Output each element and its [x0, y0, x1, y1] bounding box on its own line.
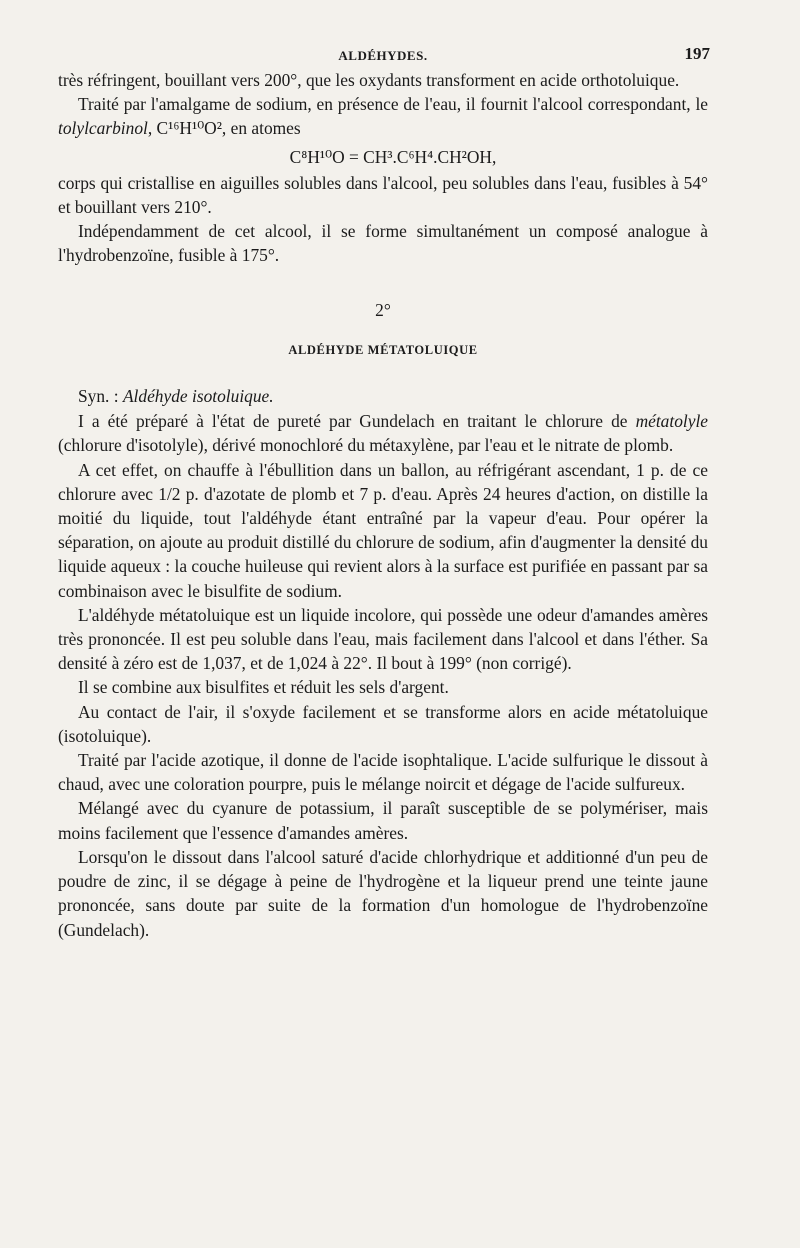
paragraph: Au contact de l'air, il s'oxyde facilement et se transforme alors en acide métatoluique (isotoluique).	[58, 701, 708, 746]
italic-term: métatolyle	[635, 411, 708, 432]
text-run: Traité par l'amalgame de sodium, en présence de l'eau, il fournit l'alcool correspondant, le	[78, 94, 708, 115]
paragraph: L'aldéhyde métatoluique est un liquide incolore, qui possède une odeur d'amandes amères très prononcée. Il est peu soluble dans l'eau, mais facilement dans l'alcool et dans l'éther. Sa densité à zéro est de 1,037, et de 1,024 à 22°. Il bout à 199° (non corrigé).	[58, 604, 708, 674]
paragraph	[58, 92, 708, 140]
paragraph: Indépendamment de cet alcool, il se forme simultanément un composé analogue à l'hydrobenzoïne, fusible à 175°.	[58, 221, 708, 266]
page-number: 197	[684, 44, 710, 63]
page	[58, 40, 708, 942]
paragraph: corps qui cristallise en aiguilles solubles dans l'alcool, peu solubles dans l'eau, fusibles à 54° et bouillant vers 210°.	[58, 172, 708, 218]
paragraph: A cet effet, on chauffe à l'ébullition dans un ballon, au réfrigérant ascendant, 1 p. de ce chlorure avec 1/2 p. d'azotate de plomb et 7 p. d'eau. Après 24 heures d'action, on distille la moitié du liquide, tout l'aldéhyde étant entraîné par la vapeur d'eau. Pour opérer la séparation, on ajoute au produit distillé du chlorure de sodium, afin d'augmenter la densité du liquide aqueux : la couche huileuse qui revient alors à la surface est purifiée en passant par sa combinaison avec le bisulfite de sodium.	[58, 459, 708, 601]
text-run: (chlorure d'isotolyle), dérivé monochloré du métaxylène, par l'eau et le nitrate de plomb.	[58, 435, 674, 456]
paragraph: Mélangé avec du cyanure de potassium, il paraît susceptible de se polymériser, mais moins facilement que l'essence d'amandes amères.	[58, 798, 708, 843]
paragraph: Lorsqu'on le dissout dans l'alcool saturé d'acide chlorhydrique et additionné d'un peu de poudre de zinc, il se dégage à peine de l'hydrogène et la liqueur prend une teinte jaune prononcée, sans doute par suite de la formation d'un homologue de l'hydrobenzoïne (Gundelach).	[58, 846, 708, 940]
synonym-line	[58, 384, 708, 408]
syn-name: Aldéhyde isotoluique.	[122, 386, 274, 407]
section-number: 2°	[375, 299, 391, 320]
paragraph	[58, 409, 708, 457]
page-header	[58, 40, 708, 68]
text-run: , C¹⁶H¹⁰O², en atomes	[147, 118, 301, 139]
section-title: ALDÉHYDE MÉTATOLUIQUE	[288, 342, 478, 357]
paragraph: très réfringent, bouillant vers 200°, que les oxydants transforment en acide orthotoluique.	[58, 70, 680, 90]
paragraph: Traité par l'acide azotique, il donne de l'acide isophtalique. L'acide sulfurique le dissout à chaud, avec une coloration pourpre, puis le mélange noircit et dégage de l'acide sulfureux.	[58, 750, 708, 795]
syn-label: Syn. :	[78, 386, 123, 407]
chemical-formula: C⁸H¹⁰O = CH³.C⁶H⁴.CH²OH,	[289, 146, 497, 167]
italic-term: tolylcarbinol	[58, 118, 148, 139]
paragraph: Il se combine aux bisulfites et réduit les sels d'argent.	[78, 677, 449, 698]
text-run: I a été préparé à l'état de pureté par Gundelach en traitant le chlorure de	[78, 411, 636, 432]
running-title: ALDÉHYDES.	[338, 48, 428, 63]
